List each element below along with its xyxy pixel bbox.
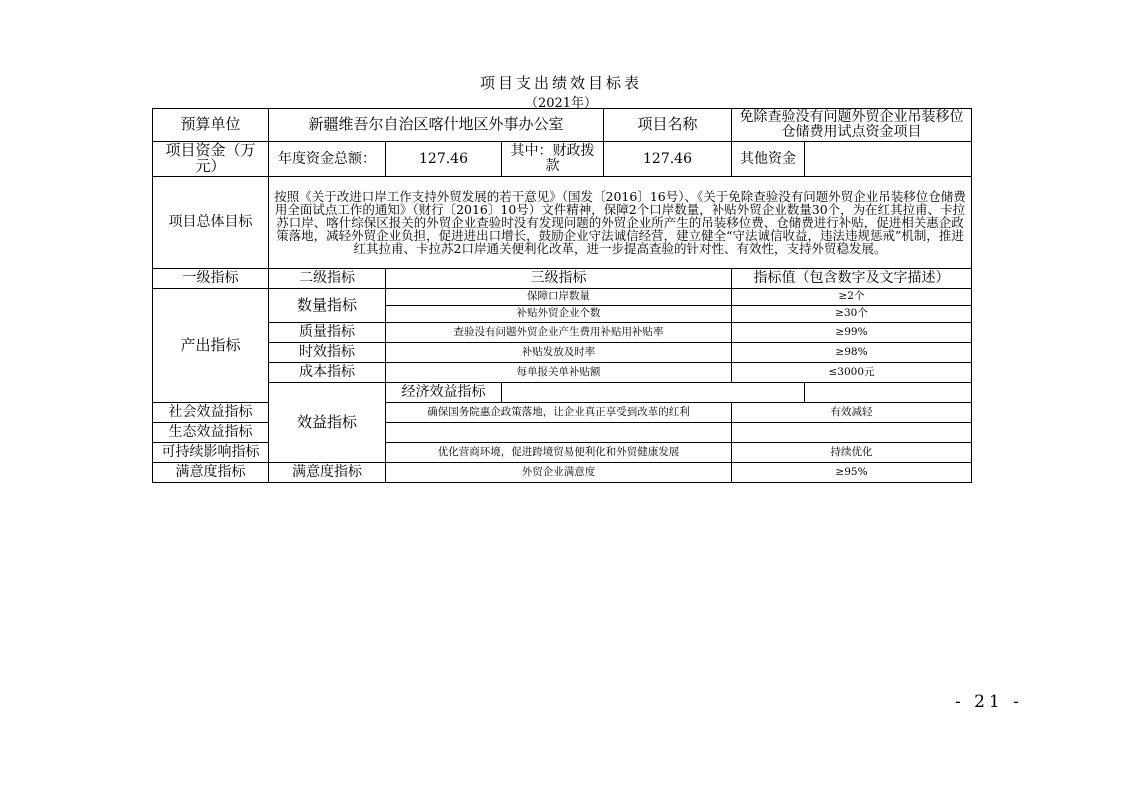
level1-satisfaction: 满意度指标 — [153, 463, 269, 483]
level2-economic: 经济效益指标 — [386, 383, 502, 403]
level2-cost: 成本指标 — [269, 363, 386, 383]
level2-ecological: 生态效益指标 — [153, 423, 269, 443]
value-cell: ≤3000元 — [732, 363, 972, 383]
level2-quality: 质量指标 — [269, 323, 386, 343]
level3-cell: 确保国务院惠企政策落地，让企业真正享受到改革的红利 — [386, 403, 732, 423]
budget-unit-value: 新疆维吾尔自治区喀什地区外事办公室 — [269, 109, 604, 142]
other-funds-value — [805, 142, 972, 177]
value-cell: ≥99% — [732, 323, 972, 343]
table-row — [153, 463, 972, 483]
value-cell: ≥2个 — [732, 289, 972, 306]
table-row — [153, 289, 972, 306]
fiscal-allocation-value: 127.46 — [604, 142, 732, 177]
table-year: （2021年） — [524, 96, 598, 111]
level3-cell: 补贴发放及时率 — [386, 343, 732, 363]
level2-timeliness: 时效指标 — [269, 343, 386, 363]
level3-cell: 查验没有问题外贸企业产生费用补贴用补贴率 — [386, 323, 732, 343]
table-title: 项目支出绩效目标表 — [479, 74, 642, 92]
level3-cell: 补贴外贸企业个数 — [386, 306, 732, 323]
table-row — [153, 343, 972, 363]
overall-goal-row — [153, 177, 972, 269]
level3-cell: 每单报关单补贴额 — [386, 363, 732, 383]
project-funds-row — [153, 142, 972, 177]
level3-cell — [386, 423, 732, 443]
fiscal-allocation-label: 其中：财政拨款 — [502, 142, 604, 177]
table-row — [153, 323, 972, 343]
value-cell: 有效减轻 — [732, 403, 972, 423]
value-cell — [732, 423, 972, 443]
level2-satisfaction: 满意度指标 — [269, 463, 386, 483]
level2-sustainable: 可持续影响指标 — [153, 443, 269, 463]
performance-goal-table — [152, 108, 972, 483]
project-name-label: 项目名称 — [604, 109, 732, 142]
budget-unit-row — [153, 109, 972, 142]
other-funds-label: 其他资金 — [732, 142, 805, 177]
indicator-header-row — [153, 269, 972, 289]
level3-cell — [502, 383, 805, 403]
level2-quantity: 数量指标 — [269, 289, 386, 323]
level1-benefit: 效益指标 — [269, 383, 386, 463]
annual-total-label: 年度资金总额： — [269, 142, 386, 177]
overall-goal-text: 按照《关于改进口岸工作支持外贸发展的若干意见》（国发〔2016〕16号）、《关于免除查验没有问题外贸企业吊装移位仓储费用全面试点工作的通知》（财行〔2016〕10号）文件精神，保障2个口岸数量，补贴外贸企业数量30个，为在红其拉甫、卡拉苏口岸、喀什综保区报关的外贸企业查验时没有发现问题的外贸企业所产生的吊装移位费、仓储费进行补贴，促进相关惠企政策落地，减轻外贸企业负担，促进进出口增长，鼓励企业守法诚信经营，建立健全“守法诚信收益，违法违规惩戒”机制，推进红其拉甫、卡拉苏2口岸通关便利化改革，进一步提高查验的针对性、有效性，支持外贸稳发展。 — [269, 177, 972, 269]
value-cell — [805, 383, 972, 403]
indicator-value-header: 指标值（包含数字及文字描述） — [732, 269, 972, 289]
annual-total-value: 127.46 — [386, 142, 502, 177]
level3-header: 三级指标 — [386, 269, 732, 289]
level3-cell: 保障口岸数量 — [386, 289, 732, 306]
value-cell: ≥95% — [732, 463, 972, 483]
value-cell: 持续优化 — [732, 443, 972, 463]
level3-cell: 优化营商环境，促进跨境贸易便利化和外贸健康发展 — [386, 443, 732, 463]
level2-social: 社会效益指标 — [153, 403, 269, 423]
page-number: - 21 - — [955, 692, 1023, 712]
overall-goal-label: 项目总体目标 — [153, 177, 269, 269]
level3-cell: 外贸企业满意度 — [386, 463, 732, 483]
level2-header: 二级指标 — [269, 269, 386, 289]
table-row — [153, 383, 972, 403]
value-cell: ≥30个 — [732, 306, 972, 323]
level1-output: 产出指标 — [153, 289, 269, 403]
level1-header: 一级指标 — [153, 269, 269, 289]
budget-unit-label: 预算单位 — [153, 109, 269, 142]
table-row — [153, 363, 972, 383]
value-cell: ≥98% — [732, 343, 972, 363]
project-name-value: 免除查验没有问题外贸企业吊装移位仓储费用试点资金项目 — [732, 109, 972, 142]
project-funds-label: 项目资金（万元） — [153, 142, 269, 177]
